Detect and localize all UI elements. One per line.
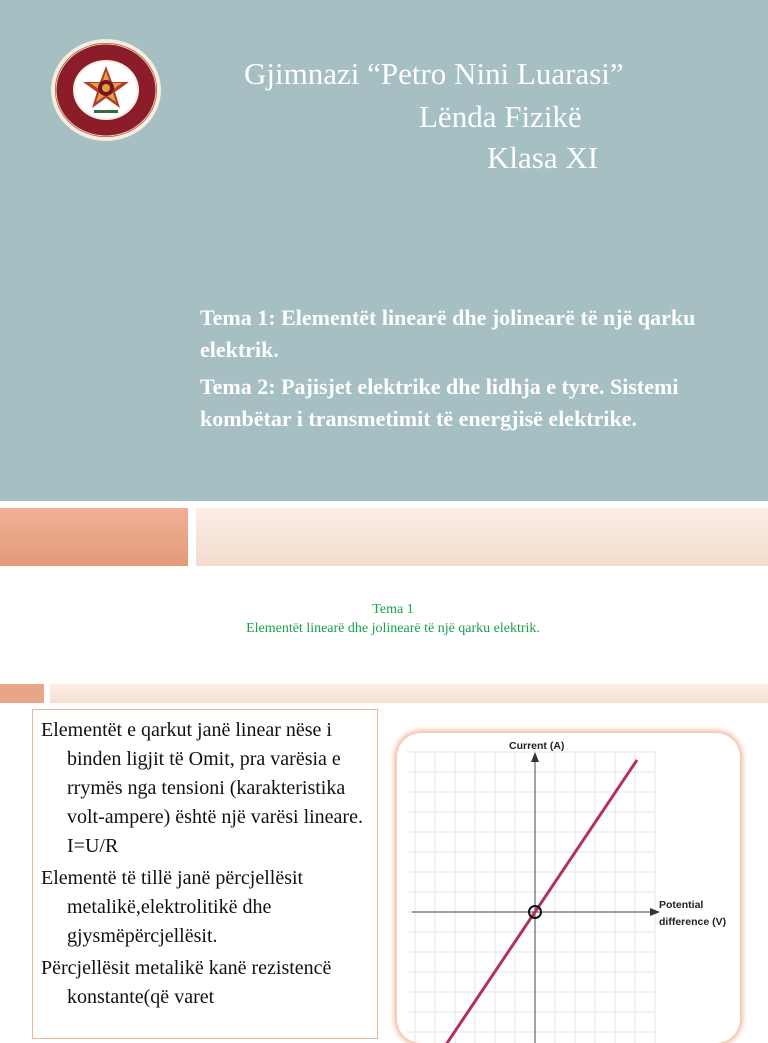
paragraph-2: Elementë të tillë janë përcjellësit metalikë,elektrolitikë dhe gjysmëpërcjellësit.	[41, 867, 304, 947]
y-axis-arrow	[531, 752, 539, 762]
school-name: Gjimnazi “Petro Nini Luarasi”	[244, 56, 624, 91]
title-slide	[0, 0, 768, 501]
slide2-band-right	[50, 684, 768, 703]
x-axis-label-line1: Potential	[659, 899, 704, 911]
chart-grid	[407, 751, 655, 1043]
slide2-title	[0, 600, 768, 638]
topics-list	[200, 302, 760, 440]
y-axis-label: Current (A)	[509, 740, 565, 752]
content-text-box	[32, 709, 378, 1039]
paragraph-1: Elementët e qarkut janë linear nëse i binden ligjit të Omit, pra varësia e rrymës nga tensioni (karakteristika volt-ampere) është një varësi lineare. I=U/R	[41, 719, 363, 857]
accent-band-left	[0, 508, 188, 566]
iv-graph-frame	[397, 733, 740, 1043]
x-axis-label-line2: difference (V)	[659, 916, 727, 928]
paragraph-3: Përcjellësit metalikë kanë rezistencë konstante(që varet	[41, 957, 332, 1008]
topic-1: Tema 1: Elementët linearë dhe jolinearë të një qarku elektrik.	[200, 305, 696, 362]
topic-2: Tema 2: Pajisjet elektrike dhe lidhja e tyre. Sistemi kombëtar i transmetimit të energjisë elektrike.	[200, 374, 679, 431]
slide2-title-line1: Tema 1	[372, 602, 414, 617]
subject-label: Lënda Fizikë	[419, 99, 582, 134]
class-label: Klasa XI	[487, 140, 599, 175]
school-seal-logo	[50, 38, 162, 142]
accent-band-right	[196, 508, 768, 566]
slide2-title-line2: Elementët linearë dhe jolinearë të një qarku elektrik.	[246, 621, 540, 636]
iv-chart	[397, 733, 740, 1043]
slide2-band-left	[0, 684, 44, 703]
